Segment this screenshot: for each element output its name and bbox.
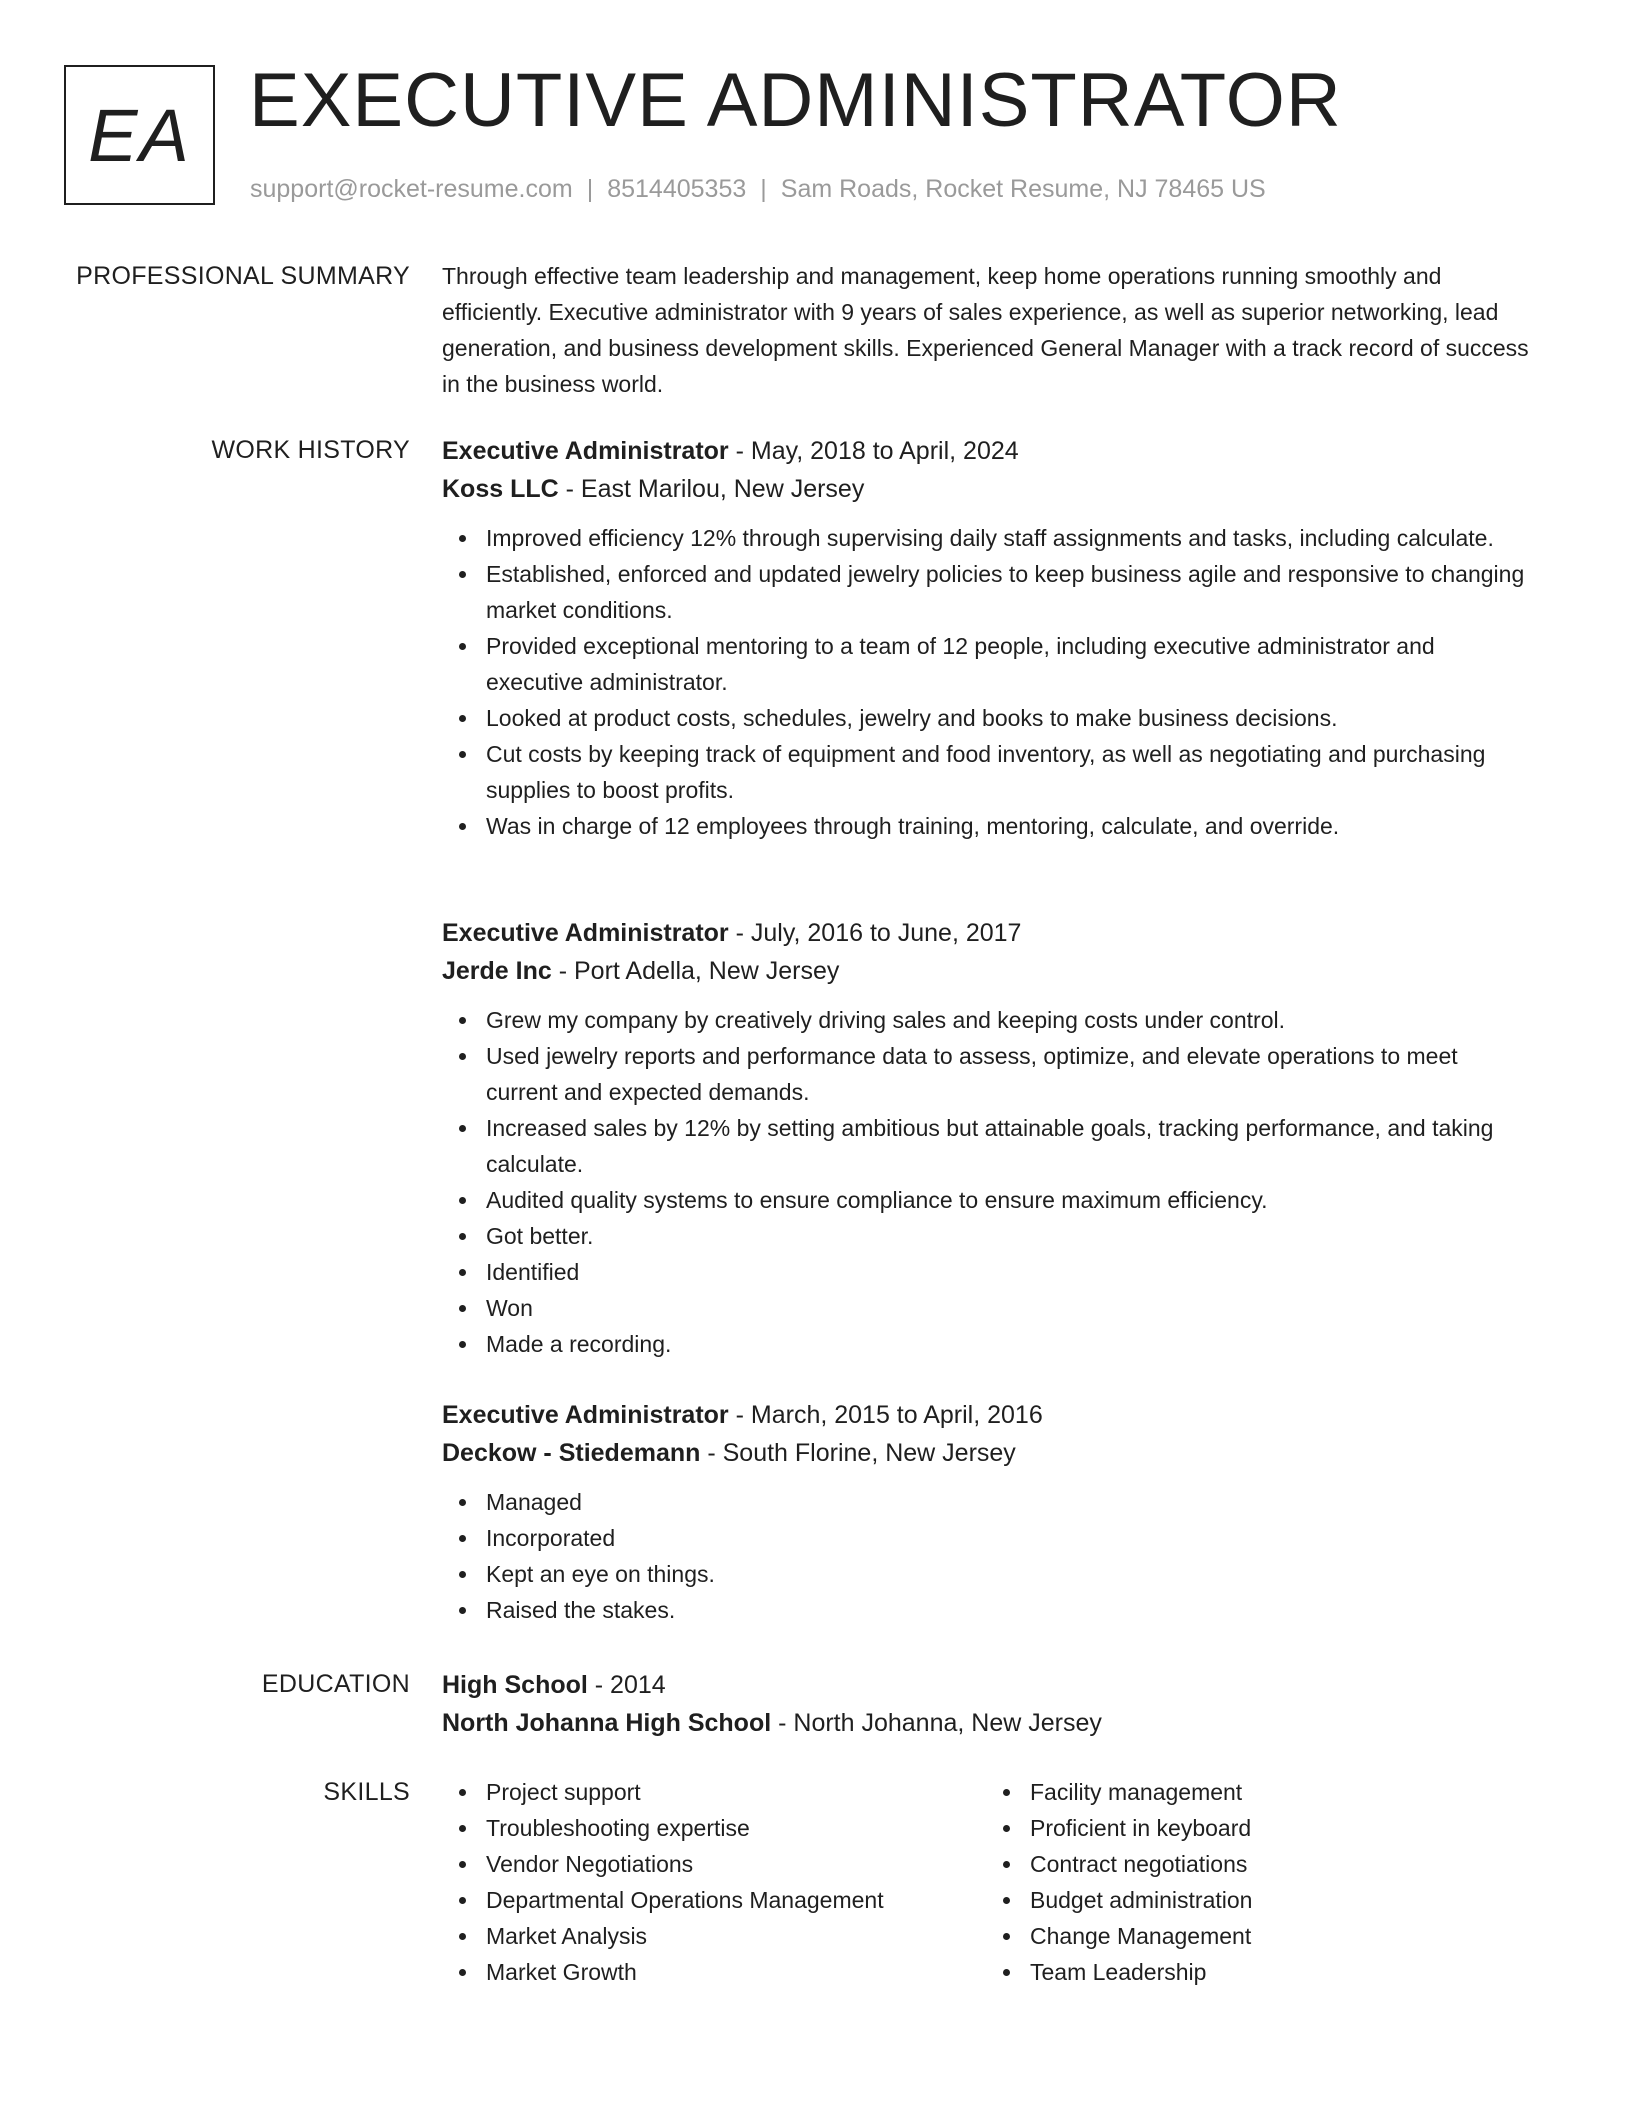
resume-title: EXECUTIVE ADMINISTRATOR <box>249 58 1342 143</box>
job-dates: - March, 2015 to April, 2016 <box>728 1401 1043 1429</box>
monogram-box <box>64 65 215 205</box>
job-bullet: Identified <box>442 1254 1532 1290</box>
job-title-line <box>442 1396 1532 1434</box>
job-title: Executive Administrator <box>442 919 729 947</box>
job-bullet: Grew my company by creatively driving sales and keeping costs under control. <box>442 1002 1532 1038</box>
contact-separator: | <box>760 175 767 203</box>
skill-item: Market Analysis <box>442 1918 962 1954</box>
skill-item: Budget administration <box>986 1882 1506 1918</box>
education-degree-line <box>442 1666 1532 1704</box>
skills-column-right <box>986 1774 1506 1990</box>
skill-item: Departmental Operations Management <box>442 1882 962 1918</box>
job-bullet: Kept an eye on things. <box>442 1556 1532 1592</box>
education-location: - North Johanna, New Jersey <box>771 1709 1102 1737</box>
job-company-line <box>442 952 1532 990</box>
summary-text: Through effective team leadership and management, keep home operations running smoothly and efficiently. Executive administrator with 9 years of sales experience, as well as superior networking, lead generation, and business development skills. Experienced General Manager with a track record of success in the business world. <box>442 263 1529 397</box>
job-bullets <box>442 1484 1532 1628</box>
job-company: Deckow - Stiedemann <box>442 1439 701 1467</box>
job-title: Executive Administrator <box>442 1401 729 1429</box>
section-label-summary: PROFESSIONAL SUMMARY <box>76 262 410 290</box>
education-school: North Johanna High School <box>442 1709 772 1737</box>
job-bullet: Incorporated <box>442 1520 1532 1556</box>
job-bullet: Audited quality systems to ensure compliance to ensure maximum efficiency. <box>442 1182 1532 1218</box>
education-degree: High School <box>442 1671 588 1699</box>
job-entry <box>442 432 1532 844</box>
education-school-line <box>442 1704 1532 1742</box>
skill-item: Team Leadership <box>986 1954 1506 1990</box>
job-location: - East Marilou, New Jersey <box>558 475 865 503</box>
skill-item: Contract negotiations <box>986 1846 1506 1882</box>
job-bullet: Got better. <box>442 1218 1532 1254</box>
job-bullet: Made a recording. <box>442 1326 1532 1362</box>
contact-address: Sam Roads, Rocket Resume, NJ 78465 US <box>780 175 1266 203</box>
contact-line <box>250 172 1266 206</box>
skills-list <box>986 1774 1506 1990</box>
job-bullets <box>442 1002 1532 1362</box>
job-entry <box>442 914 1532 1362</box>
education-body <box>442 1666 1532 1742</box>
job-title-line <box>442 914 1532 952</box>
skill-item: Facility management <box>986 1774 1506 1810</box>
job-location: - South Florine, New Jersey <box>700 1439 1016 1467</box>
summary-body <box>442 258 1532 402</box>
job-company: Jerde Inc <box>442 957 552 985</box>
job-bullet: Was in charge of 12 employees through training, mentoring, calculate, and override. <box>442 808 1532 844</box>
skill-item: Market Growth <box>442 1954 962 1990</box>
section-label-education: EDUCATION <box>261 1670 410 1698</box>
job-bullet: Won <box>442 1290 1532 1326</box>
skills-list <box>442 1774 962 1990</box>
job-bullet: Established, enforced and updated jewelry policies to keep business agile and responsive to changing market conditions. <box>442 556 1532 628</box>
skill-item: Project support <box>442 1774 962 1810</box>
job-bullet: Cut costs by keeping track of equipment and food inventory, as well as negotiating and purchasing supplies to boost profits. <box>442 736 1532 808</box>
job-dates: - July, 2016 to June, 2017 <box>728 919 1022 947</box>
contact-phone[interactable]: 8514405353 <box>607 175 747 203</box>
section-label-work-history: WORK HISTORY <box>211 436 410 464</box>
skill-item: Proficient in keyboard <box>986 1810 1506 1846</box>
job-location: - Port Adella, New Jersey <box>551 957 840 985</box>
job-bullet: Increased sales by 12% by setting ambitious but attainable goals, tracking performance, and taking calculate. <box>442 1110 1532 1182</box>
job-entry <box>442 1396 1532 1628</box>
job-bullet: Improved efficiency 12% through supervising daily staff assignments and tasks, including calculate. <box>442 520 1532 556</box>
job-bullet: Looked at product costs, schedules, jewelry and books to make business decisions. <box>442 700 1532 736</box>
job-dates: - May, 2018 to April, 2024 <box>728 437 1019 465</box>
job-bullet: Managed <box>442 1484 1532 1520</box>
job-bullets <box>442 520 1532 844</box>
job-bullet: Raised the stakes. <box>442 1592 1532 1628</box>
job-company-line <box>442 1434 1532 1472</box>
job-bullet: Used jewelry reports and performance data to assess, optimize, and elevate operations to meet current and expected demands. <box>442 1038 1532 1110</box>
section-label-skills: SKILLS <box>323 1778 410 1806</box>
contact-email[interactable]: support@rocket-resume.com <box>250 175 573 203</box>
job-bullet: Provided exceptional mentoring to a team of 12 people, including executive administrator and executive administrator. <box>442 628 1532 700</box>
education-year: - 2014 <box>587 1671 666 1699</box>
skills-column-left <box>442 1774 962 1990</box>
skill-item: Vendor Negotiations <box>442 1846 962 1882</box>
job-title: Executive Administrator <box>442 437 729 465</box>
job-title-line <box>442 432 1532 470</box>
contact-separator: | <box>586 175 594 203</box>
job-company: Koss LLC <box>442 475 559 503</box>
skill-item: Change Management <box>986 1918 1506 1954</box>
monogram-initials: EA <box>88 93 191 177</box>
skill-item: Troubleshooting expertise <box>442 1810 962 1846</box>
job-company-line <box>442 470 1532 508</box>
